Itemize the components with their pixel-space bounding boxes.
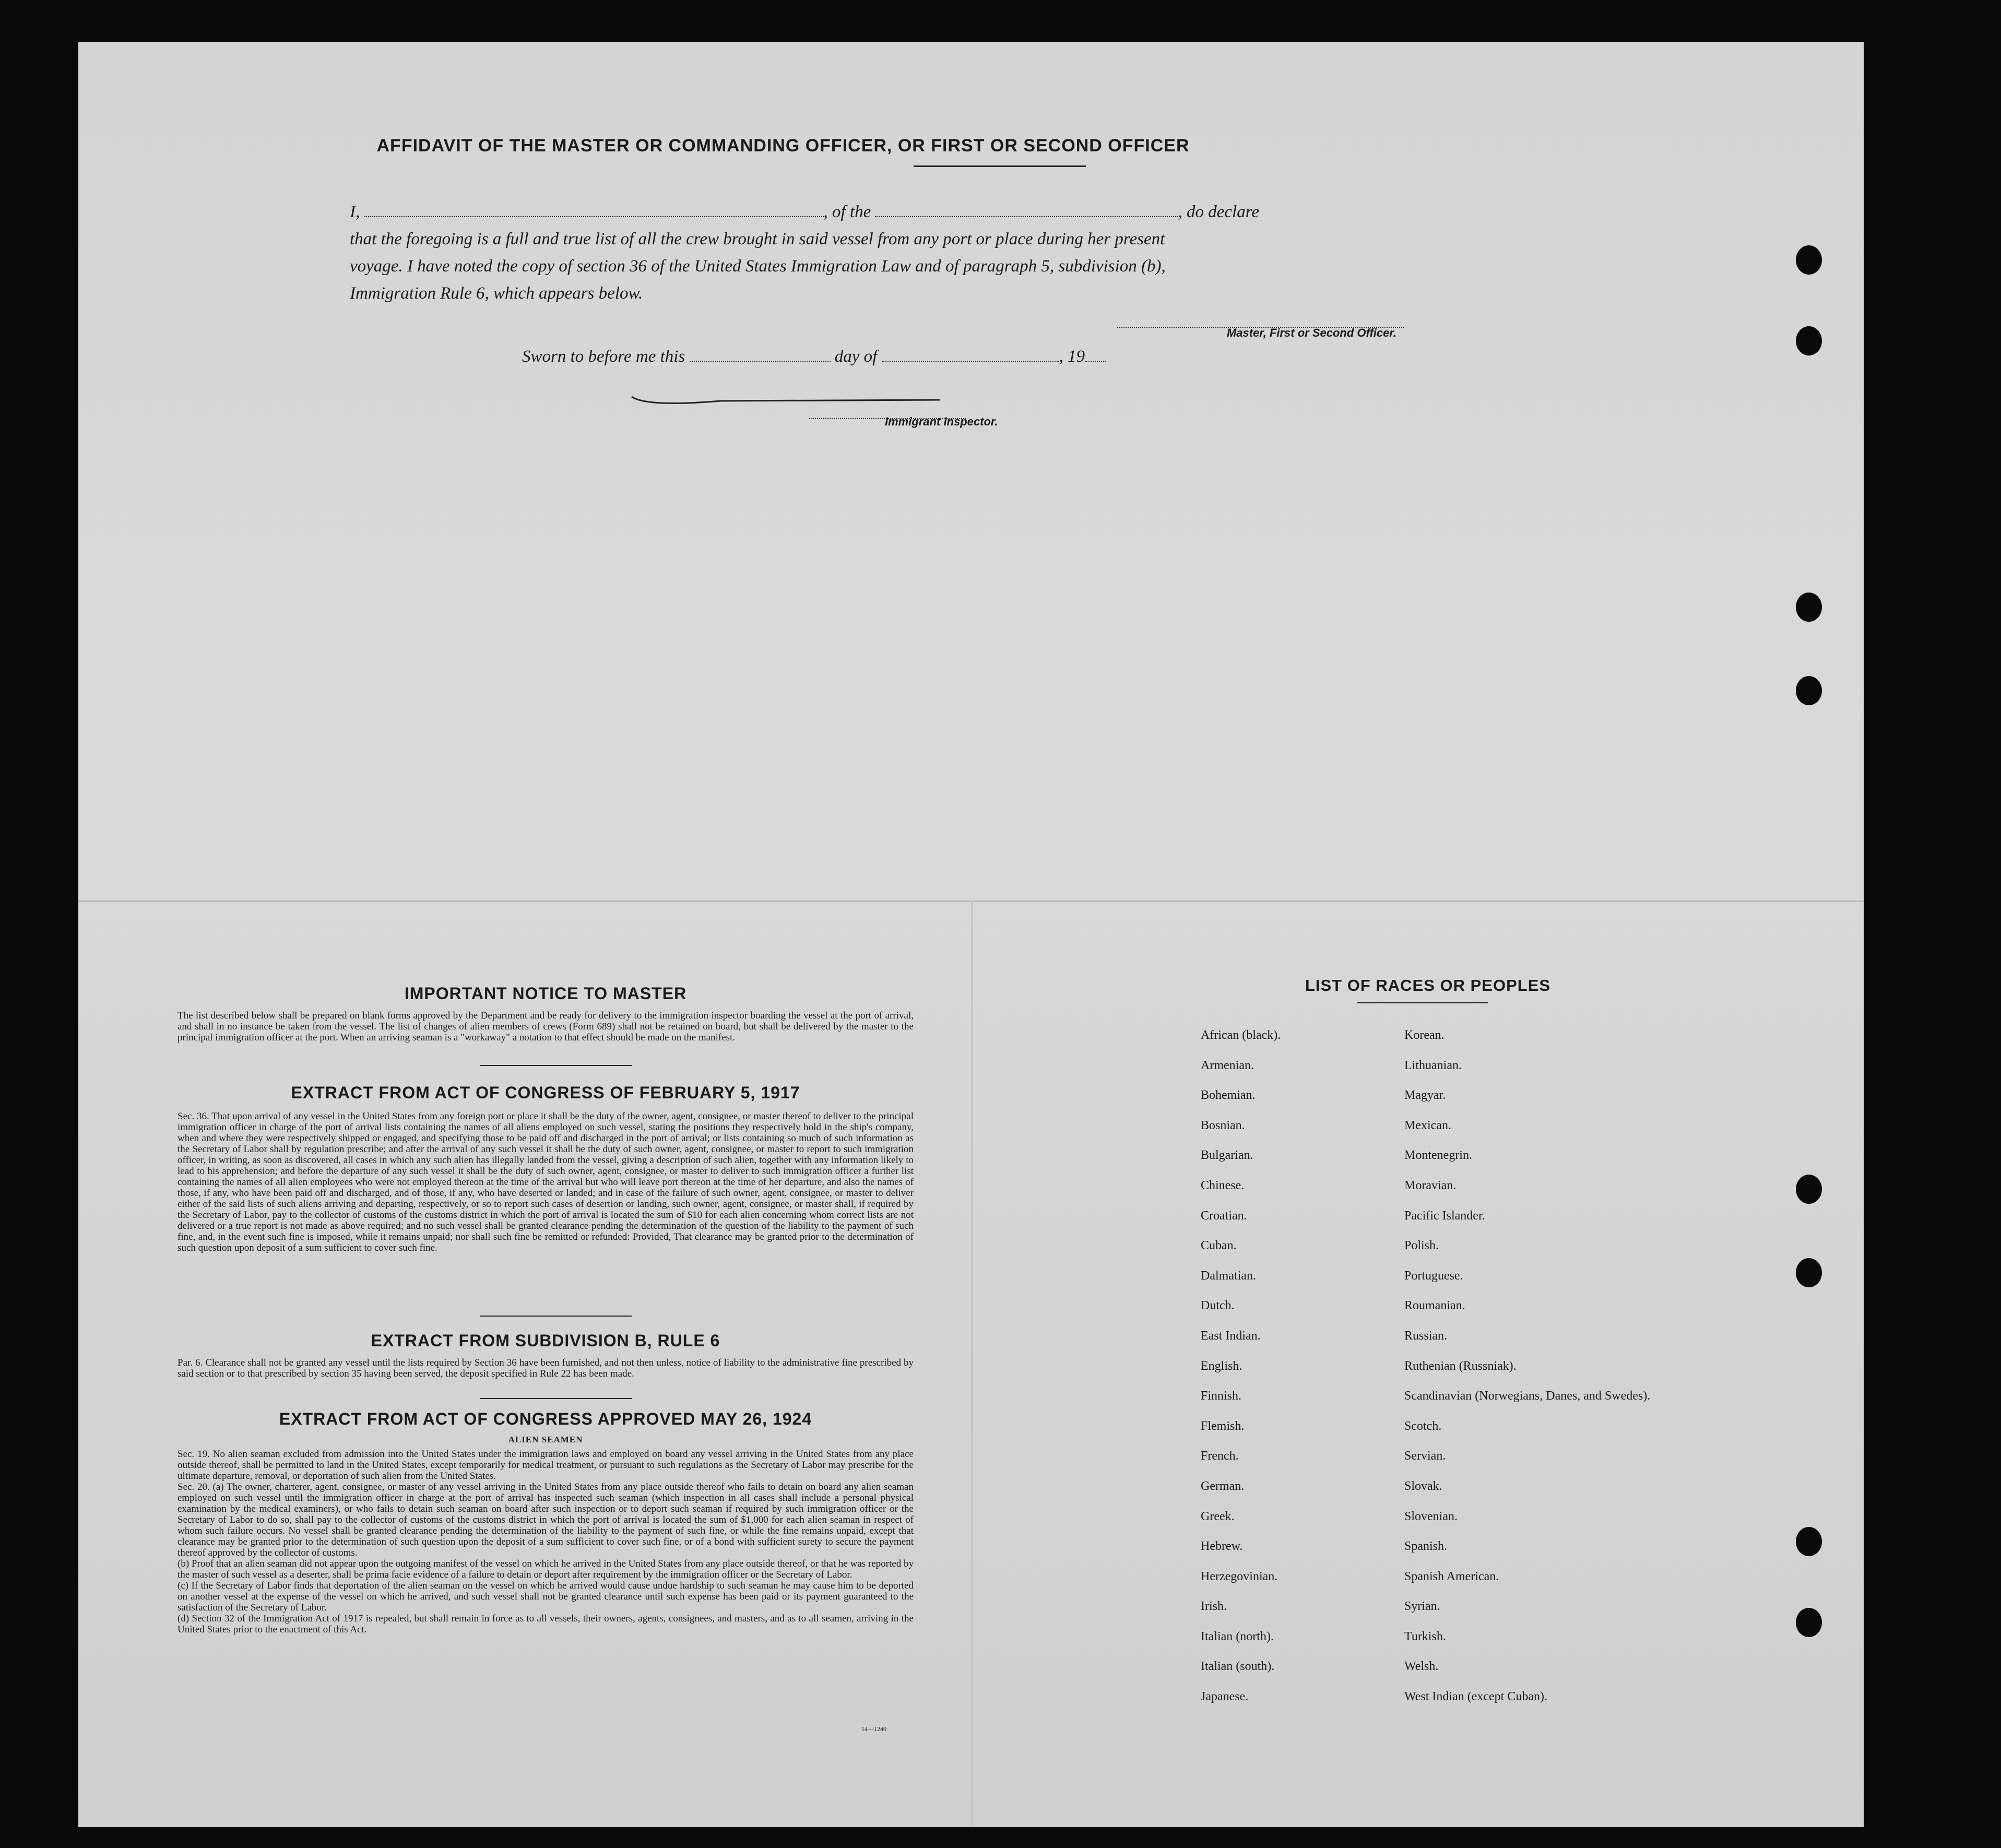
- race-row: [1201, 1179, 1775, 1209]
- vertical-fold: [971, 901, 973, 1827]
- sec-19-text: Sec. 19. No alien seaman excluded from admission into the United States under the immigration laws and employed on board any vessel arriving in the United States from any place outside thereof, shall be permitted to land in the United States, except temporarily for medical treatment, or pursuant to such regulations as the Secretary of Labor may prescribe for the ultimate departure, removal, or deportation of such alien from the United States.: [177, 1449, 914, 1482]
- master-signature-label: Master, First or Second Officer.: [1227, 326, 1396, 339]
- race-left: Finnish.: [1201, 1389, 1242, 1403]
- race-right: Pacific Islander.: [1404, 1209, 1485, 1223]
- affidavit-title: AFFIDAVIT OF THE MASTER OR COMMANDING OFFICER, OR FIRST OR SECOND OFFICER: [376, 136, 1190, 156]
- race-right: Spanish American.: [1404, 1569, 1499, 1583]
- affidavit-line-3: voyage. I have noted the copy of section 36 of the United States Immigration Law and of paragraph 5, subdivision (b),: [350, 257, 1166, 276]
- punch-hole: [1796, 1527, 1822, 1556]
- subdivision-title: EXTRACT FROM SUBDIVISION B, RULE 6: [371, 1331, 720, 1350]
- race-right: Magyar.: [1404, 1088, 1446, 1103]
- race-right: West Indian (except Cuban).: [1404, 1690, 1547, 1704]
- declaration-line: [350, 198, 1331, 226]
- race-left: Italian (south).: [1201, 1660, 1275, 1674]
- race-row: [1201, 1660, 1775, 1690]
- race-row: [1201, 1690, 1775, 1720]
- punch-hole: [42, 355, 61, 384]
- race-left: Bohemian.: [1201, 1088, 1256, 1103]
- sec-20a-text: Sec. 20. (a) The owner, charterer, agent, consignee, or master of any vessel arriving in the United States from any place outside thereof who fails to detain on board any alien seaman employed on such vessel until the immigration officer in charge at the port of arrival has inspected such seaman (which inspection in all cases shall include a personal physical examination by the medical examiners), or who fails to detain such seaman on board after such inspection or to deport such seaman if required by such immigration officer or the Secretary of Labor to do so, shall pay to the collector of customs of the customs district in which the port of arrival is located the sum of $1,000 for each alien seaman in respect of whom such failure occurs. No vessel shall be granted clearance pending the determination of the liability to the payment of such fine, or while the fine remains unpaid, except that clearance may be granted prior to the determination of such question upon the deposit of a sum sufficient to cover such fine, or of a bond with sufficient surety to secure the payment thereof approved by the collector of customs.: [177, 1482, 914, 1558]
- master-signature-blank: [1117, 313, 1404, 328]
- race-row: [1201, 1479, 1775, 1510]
- inspector-label: Immigrant Inspector.: [885, 415, 998, 428]
- race-row: [1201, 1329, 1775, 1359]
- race-right: Ruthenian (Russniak).: [1404, 1359, 1517, 1373]
- race-row: [1201, 1269, 1775, 1299]
- race-left: Greek.: [1201, 1509, 1235, 1523]
- document-page: [78, 42, 1864, 1827]
- race-left: Chinese.: [1201, 1178, 1245, 1192]
- sec-20c-text: (c) If the Secretary of Labor finds that deportation of the alien seaman on the vessel on which he arrived would cause undue hardship to such seaman he may cause him to be deported on another vessel at the expense of the vessel on which he arrived, and such vessel shall not be granted clearance until such expense has been paid or its payment guaranteed to the satisfaction of the Secretary of Labor.: [177, 1580, 914, 1613]
- race-row: [1201, 1630, 1775, 1660]
- extract-1917-text: Sec. 36. That upon arrival of any vessel in the United States from any foreign port or place it shall be the duty of the owner, agent, consignee, or master thereof to deliver to the principal immigration officer in charge of the port of arrival lists containing the names of all aliens employed on such vessel, stating the positions they respectively hold in the ship's company, when and where they were respectively shipped or engaged, and specifying those to be paid off and discharged in the port of arrival; or lists containing so much of such information as the Secretary of Labor shall by regulation prescribe; and after the arrival of any such vessel it shall be the duty of such owner, agent, consignee, or master to report to such immigration officer, in writing, as soon as discovered, all cases in which any such alien has illegally landed from the vessel, giving a description of such alien, together with any information likely to lead to his apprehension; and before the departure of any such vessel it shall be the duty of such owner, agent, consignee, or master to deliver to such immigration officer a further list containing the names of all alien employees who were not employed thereon at the time of the arrival but who will leave port thereon at the time of her departure, and also the names of those, if any, who have been paid off and discharged, and of those, if any, who have deserted or landed; and in case of the failure of such owner, agent, consignee, or master to deliver either of the said lists of such aliens arriving and departing, respectively, or so to report such cases of desertion or landing, such owner, agent, consignee, or master shall, if required by the Secretary of Labor, pay to the collector of customs of the customs district in which the port of arrival is located the sum of $10 for each alien concerning whom correct lists are not delivered or a true report is not made as above required; and no such vessel shall be granted clearance pending the determination of the question of the liability to the payment of such fine, and, in the event such fine is imposed, while it remains unpaid; nor shall such fine be remitted or refunded: Provided, That clearance may be granted prior to the determination of such question upon deposit of a sum sufficient to cover such fine.: [177, 1111, 914, 1253]
- extract-1924-subtitle: ALIEN SEAMEN: [508, 1435, 583, 1444]
- extract-1924-title: EXTRACT FROM ACT OF CONGRESS APPROVED MAY 26, 1924: [279, 1409, 812, 1428]
- race-left: Dutch.: [1201, 1299, 1235, 1313]
- punch-hole: [1796, 1258, 1822, 1287]
- race-row: [1201, 1088, 1775, 1119]
- punch-hole: [1796, 326, 1822, 356]
- race-left: Herzegovinian.: [1201, 1569, 1278, 1583]
- race-right: Slovak.: [1404, 1479, 1442, 1493]
- notice-text: The list described below shall be prepared on blank forms approved by the Department and be ready for delivery to the immigration inspector boarding the vessel at the port of arrival, and shall in no instance be taken from the vessel. The list of changes of alien members of crews (Form 689) shall not be retained on board, but shall be delivered by the master to the principal immigration officer at the port. When an arriving seaman is a "workaway" a notation to that effect should be made on the manifest.: [177, 1010, 914, 1043]
- do-declare-label: , do declare: [1178, 203, 1259, 221]
- sworn-label: Sworn to before me this: [522, 347, 685, 366]
- race-left: Irish.: [1201, 1600, 1227, 1614]
- race-right: Scandinavian (Norwegians, Danes, and Swedes).: [1404, 1389, 1651, 1403]
- punch-hole: [1796, 676, 1822, 705]
- race-row: [1201, 1539, 1775, 1570]
- race-left: German.: [1201, 1479, 1245, 1493]
- year-blank: [1085, 347, 1106, 362]
- race-row: [1201, 1239, 1775, 1269]
- race-right: Portuguese.: [1404, 1269, 1463, 1283]
- form-number: 14—1240: [861, 1725, 886, 1733]
- affidavit-body: [350, 198, 1331, 307]
- race-right: Russian.: [1404, 1329, 1448, 1343]
- race-row: [1201, 1028, 1775, 1059]
- race-left: Dalmatian.: [1201, 1269, 1256, 1283]
- race-left: Croatian.: [1201, 1209, 1247, 1223]
- races-title: LIST OF RACES OR PEOPLES: [1305, 976, 1551, 994]
- name-blank: [364, 203, 824, 217]
- race-row: [1201, 1209, 1775, 1239]
- race-left: Bosnian.: [1201, 1118, 1245, 1132]
- punch-hole: [42, 224, 61, 254]
- punch-hole: [1796, 245, 1822, 275]
- race-right: Scotch.: [1404, 1419, 1442, 1433]
- race-row: [1201, 1299, 1775, 1329]
- race-left: Japanese.: [1201, 1690, 1249, 1704]
- race-left: French.: [1201, 1449, 1239, 1463]
- notice-rule: [480, 1065, 632, 1066]
- affidavit-line-2: that the foregoing is a full and true list of all the crew brought in said vessel from any port or place during her present: [350, 230, 1165, 248]
- race-right: Spanish.: [1404, 1539, 1448, 1554]
- punch-hole: [42, 658, 61, 687]
- race-row: [1201, 1359, 1775, 1390]
- race-row: [1201, 1510, 1775, 1540]
- race-left: Armenian.: [1201, 1058, 1254, 1072]
- punch-hole: [1796, 593, 1822, 622]
- race-right: Mexican.: [1404, 1118, 1451, 1132]
- race-row: [1201, 1119, 1775, 1149]
- punch-hole: [1796, 1608, 1822, 1637]
- race-row: [1201, 1059, 1775, 1089]
- punch-hole: [42, 449, 61, 478]
- vessel-blank: [875, 203, 1178, 217]
- race-left: African (black).: [1201, 1028, 1281, 1042]
- subdivision-rule: [480, 1398, 632, 1399]
- affidavit-line-4: Immigration Rule 6, which appears below.: [350, 284, 643, 303]
- race-left: English.: [1201, 1359, 1242, 1373]
- year-label: , 19: [1059, 347, 1085, 366]
- title-rule: [914, 165, 1086, 167]
- month-blank: [882, 347, 1059, 362]
- race-left: East Indian.: [1201, 1329, 1261, 1343]
- race-left: Hebrew.: [1201, 1539, 1243, 1554]
- race-right: Roumanian.: [1404, 1299, 1465, 1313]
- day-of-label: day of: [834, 347, 878, 366]
- extract-1917-title: EXTRACT FROM ACT OF CONGRESS OF FEBRUARY 5, 1917: [291, 1083, 800, 1102]
- sec-20d-text: (d) Section 32 of the Immigration Act of 1917 is repealed, but shall remain in force as to all vessels, their owners, agents, consignees, and masters, and as to all seamen, arriving in the United States prior to the enactment of this Act.: [177, 1613, 914, 1635]
- race-row: [1201, 1389, 1775, 1419]
- race-right: Slovenian.: [1404, 1509, 1458, 1523]
- punch-hole: [1796, 1175, 1822, 1204]
- i-label: I,: [350, 203, 360, 221]
- race-right: Moravian.: [1404, 1178, 1457, 1192]
- punch-hole: [42, 585, 61, 614]
- race-right: Servian.: [1404, 1449, 1446, 1463]
- race-row: [1201, 1449, 1775, 1479]
- race-row: [1201, 1419, 1775, 1450]
- race-right: Lithuanian.: [1404, 1058, 1462, 1072]
- race-row: [1201, 1570, 1775, 1600]
- race-right: Turkish.: [1404, 1629, 1446, 1643]
- race-left: Cuban.: [1201, 1239, 1237, 1253]
- race-right: Korean.: [1404, 1028, 1444, 1042]
- race-row: [1201, 1148, 1775, 1179]
- day-blank: [690, 347, 831, 362]
- race-right: Montenegrin.: [1404, 1148, 1472, 1163]
- race-row: [1201, 1600, 1775, 1630]
- race-right: Welsh.: [1404, 1660, 1439, 1674]
- notice-title: IMPORTANT NOTICE TO MASTER: [404, 984, 687, 1003]
- race-left: Italian (north).: [1201, 1629, 1274, 1643]
- extract-1924-body: [177, 1449, 914, 1635]
- sworn-line: [522, 347, 1106, 366]
- race-left: Bulgarian.: [1201, 1148, 1253, 1163]
- races-list: [1201, 1028, 1775, 1720]
- races-rule: [1357, 1002, 1488, 1003]
- race-right: Polish.: [1404, 1239, 1439, 1253]
- race-left: Flemish.: [1201, 1419, 1245, 1433]
- race-right: Syrian.: [1404, 1600, 1440, 1614]
- of-the-label: , of the: [823, 203, 871, 221]
- subdivision-text: Par. 6. Clearance shall not be granted any vessel until the lists required by Section 36 have been furnished, and not then unless, notice of liability to the administrative fine prescribed by said section or to that prescribed by section 35 having been served, the deposit specified in Rule 22 has been made.: [177, 1357, 914, 1379]
- sec-20b-text: (b) Proof that an alien seaman did not appear upon the outgoing manifest of the vessel on which he arrived in the United States from any place outside thereof, or that he was reported by the master of such vessel as a deserter, shall be prima facie evidence of a failure to detain or deport after requirement by the immigration officer or the Secretary of Labor.: [177, 1558, 914, 1580]
- extract-1917-rule: [480, 1316, 632, 1317]
